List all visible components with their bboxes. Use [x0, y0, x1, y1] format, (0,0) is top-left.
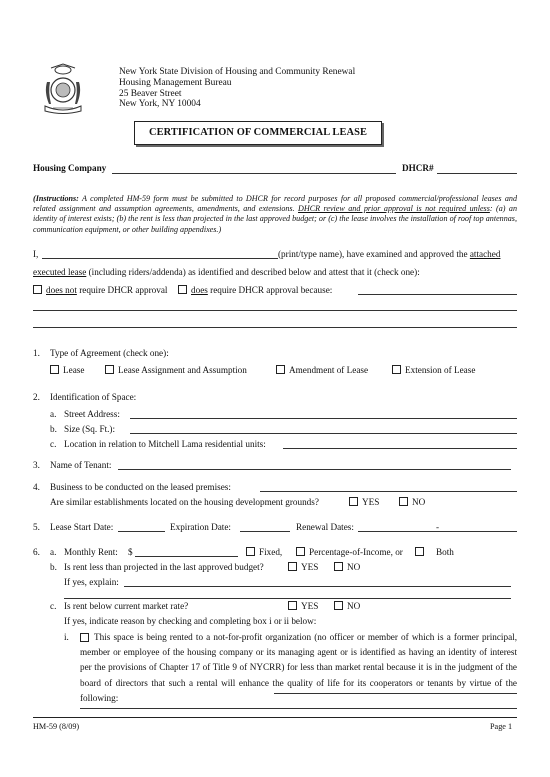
percentage-option[interactable]: Percentage-of-Income, or: [296, 547, 403, 557]
dhcr-number-field[interactable]: [437, 173, 517, 174]
option-i-text: This space is being rented to a not-for-profit organization (no officer or member of which is a former principal, member or employee of the housing company or its managing agent or is identified as having an identity of interest per the provisions of Chapter 17 of Title 9 of NYCRR) for less than market rental because it is in the judgment of the board of directors that such a rental will enhance the quality of life for its cooperators or tenants by virtue of the following:: [80, 632, 517, 703]
does-text: does: [191, 285, 208, 295]
indicate-reason-text: If yes, indicate reason by checking and completing box i or ii below:: [64, 616, 317, 626]
attest-text: (including riders/addenda) as identified and described below and attest that it (check one):: [86, 267, 420, 277]
agreement-option-lease[interactable]: Lease: [50, 365, 84, 375]
attached-text: attached: [469, 249, 501, 259]
lease-checkbox[interactable]: [50, 365, 59, 374]
agency-name: New York State Division of Housing and Community Renewal: [119, 67, 356, 77]
fixed-option[interactable]: Fixed,: [246, 547, 282, 557]
monthly-rent-field[interactable]: [135, 556, 238, 557]
size-field[interactable]: [130, 433, 517, 434]
renewal-dash: -: [436, 522, 440, 532]
does-require-checkbox[interactable]: [178, 285, 187, 294]
approval-option-does: [178, 285, 332, 295]
instructions-text: A completed HM-59 form must be submitted to DHCR for record purposes for all proposed commercial/professional leases and related assignment and assumption agreements, amendments, and extensions.: [33, 194, 517, 214]
does-not-rest: require DHCR approval: [76, 285, 168, 295]
q2-number: 2.: [33, 392, 40, 402]
location-label: Location in relation to Mitchell Lama residential units:: [64, 439, 266, 449]
market-rate-question: Is rent below current market rate?: [64, 601, 189, 611]
explain-label: If yes, explain:: [64, 577, 119, 587]
q5-number: 5.: [33, 522, 40, 532]
q1-label: Type of Agreement (check one):: [50, 348, 169, 358]
form-title: CERTIFICATION OF COMMERCIAL LEASE: [134, 121, 382, 145]
q6c-letter: c.: [50, 601, 57, 611]
certifier-name-field[interactable]: [42, 258, 278, 259]
does-not-require-checkbox[interactable]: [33, 285, 42, 294]
form-number: HM-59 (8/09): [33, 722, 80, 731]
agency-header: [119, 67, 355, 110]
q2a-letter: a.: [50, 409, 57, 419]
approval-reason-field[interactable]: [358, 294, 517, 295]
new-york-state-seal: [41, 62, 85, 116]
expiration-label: Expiration Date:: [170, 522, 231, 532]
cert-attest-line: [33, 267, 420, 277]
q6b-yes-checkbox[interactable]: [288, 562, 297, 571]
housing-company-label: Housing Company: [33, 163, 107, 173]
tenant-name-field[interactable]: [118, 469, 511, 470]
agreement-option-assignment[interactable]: Lease Assignment and Assumption: [105, 365, 247, 375]
option-i-field-line-2[interactable]: [80, 708, 517, 709]
q6c-yes-checkbox[interactable]: [288, 601, 297, 610]
q6c-yes-option[interactable]: YES: [288, 601, 318, 611]
similar-establishments-question: Are similar establishments located on the housing development grounds?: [50, 497, 319, 507]
percentage-checkbox[interactable]: [296, 547, 305, 556]
city-address: New York, NY 10004: [119, 99, 201, 110]
q2c-letter: c.: [50, 439, 57, 449]
agreement-option-extension[interactable]: Extension of Lease: [392, 365, 475, 375]
amendment-checkbox[interactable]: [276, 365, 285, 374]
business-label: Business to be conducted on the leased premises:: [50, 482, 231, 492]
housing-company-field[interactable]: [112, 173, 396, 174]
street-address: 25 Beaver Street: [119, 88, 182, 99]
q4-yes-checkbox[interactable]: [349, 497, 358, 506]
q3-number: 3.: [33, 460, 40, 470]
option-i-field[interactable]: [274, 693, 517, 694]
executed-lease-text: executed lease: [33, 267, 87, 277]
lease-start-label: Lease Start Date:: [50, 522, 114, 532]
dhcr-label: DHCR#: [402, 163, 434, 173]
expiration-field[interactable]: [240, 531, 290, 532]
assignment-checkbox[interactable]: [105, 365, 114, 374]
extension-checkbox[interactable]: [392, 365, 401, 374]
q6b-yes-option[interactable]: YES: [288, 562, 318, 572]
rent-less-question: Is rent less than projected in the last approved budget?: [64, 562, 264, 572]
business-field[interactable]: [260, 491, 517, 492]
cert-i-label: I,: [33, 249, 39, 259]
q2b-letter: b.: [50, 424, 57, 434]
instructions-text-2: : (a) an identity of interest exists; (b) the rent is less than projected in the last approved budget; or (c) the lease involves the installation of roof top antennas, communication equipment, or other building appendixes.): [33, 204, 517, 234]
lease-start-field[interactable]: [118, 531, 165, 532]
q6c-no-checkbox[interactable]: [334, 601, 343, 610]
q2-label: Identification of Space:: [50, 392, 137, 402]
q4-no-option[interactable]: NO: [399, 497, 425, 507]
agreement-option-amendment[interactable]: Amendment of Lease: [276, 365, 368, 375]
approval-reason-line-2[interactable]: [33, 310, 517, 311]
tenant-name-label: Name of Tenant:: [50, 460, 112, 470]
q6c-no-option[interactable]: NO: [334, 601, 360, 611]
fixed-checkbox[interactable]: [246, 547, 255, 556]
approval-requirement: DHCR review and prior approval is not required unless: [298, 204, 490, 214]
option-i-numeral: i.: [64, 632, 69, 642]
q1-number: 1.: [33, 348, 40, 358]
approval-reason-line-3[interactable]: [33, 327, 517, 328]
street-address-field[interactable]: [130, 418, 517, 419]
renewal-label: Renewal Dates:: [296, 522, 354, 532]
q4-number: 4.: [33, 482, 40, 492]
q6b-no-checkbox[interactable]: [334, 562, 343, 571]
q6b-letter: b.: [50, 562, 57, 572]
page-number: Page 1: [490, 722, 513, 731]
cert-print-name: (print/type name), have examined and approved the attached: [278, 249, 501, 259]
monthly-rent-label: Monthly Rent:: [64, 547, 118, 557]
location-field[interactable]: [283, 448, 517, 449]
does-rest: require DHCR approval because:: [207, 285, 333, 295]
both-checkbox[interactable]: [415, 547, 424, 556]
q6a-letter: a.: [50, 547, 57, 557]
q4-yes-option[interactable]: YES: [349, 497, 379, 507]
instructions-lead: (Instructions:: [33, 194, 79, 203]
dollar-sign: $: [128, 547, 133, 557]
approval-options: [33, 285, 167, 295]
both-option[interactable]: Both: [415, 547, 454, 557]
street-address-label: Street Address:: [64, 409, 120, 419]
explain-field-line-2[interactable]: [64, 598, 511, 599]
bureau-name: Housing Management Bureau: [119, 77, 232, 88]
does-not-text: does not: [46, 285, 77, 295]
size-label: Size (Sq. Ft.):: [64, 424, 116, 434]
explain-field[interactable]: [124, 586, 511, 587]
footer-rule: [33, 717, 517, 718]
instructions: [33, 194, 517, 235]
q6b-no-option[interactable]: NO: [334, 562, 360, 572]
q6-number: 6.: [33, 547, 40, 557]
q4-no-checkbox[interactable]: [399, 497, 408, 506]
